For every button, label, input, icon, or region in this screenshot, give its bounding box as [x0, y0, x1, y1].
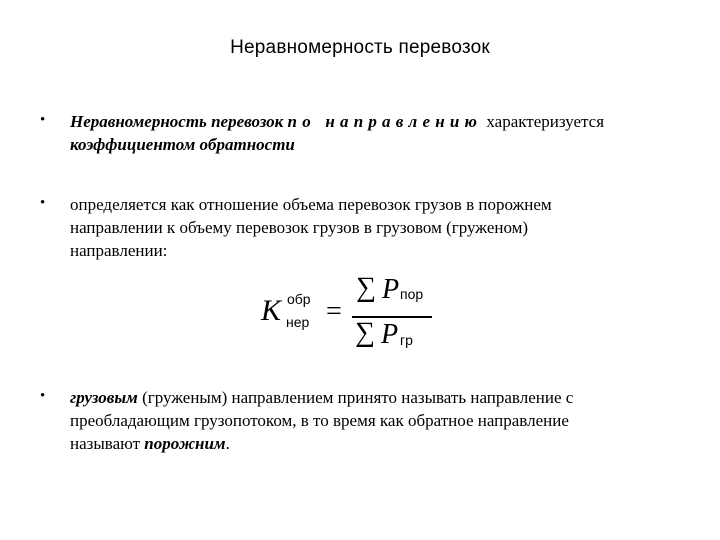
italic-term-empty: порожним: [144, 434, 226, 453]
numerator-sigma: ∑: [356, 272, 376, 303]
bullet-marker: •: [40, 195, 46, 211]
numerator-subscript: пор: [400, 286, 424, 302]
numerator-p: P: [382, 274, 400, 305]
formula-k-subscript: нер: [286, 314, 310, 330]
formula-k: K: [261, 294, 282, 327]
bullet-2-line-1: определяется как отношение объема перевозок грузов в порожнем: [70, 195, 552, 214]
bold-term: Неравномерность перевозок: [70, 112, 284, 131]
bullet-2-line-3: направлении:: [70, 241, 168, 260]
bullet-2-line-2: направлении к объему перевозок грузов в грузовом (груженом): [70, 218, 529, 237]
bullet-marker: •: [40, 112, 46, 128]
bullet-1-line-1: [70, 110, 710, 133]
formula-k-superscript: обр: [287, 291, 311, 307]
bold-term-2: коэффициентом обратности: [70, 135, 295, 154]
bullet-1: [70, 110, 710, 156]
bullet-1-text: характеризуется: [486, 112, 605, 131]
spaced-term: по направлению: [287, 112, 483, 131]
denominator-p: P: [381, 319, 399, 350]
italic-term-cargo: грузовым: [70, 388, 138, 407]
bullet-3-line-3: [70, 432, 680, 455]
bullet-3-end: .: [225, 434, 230, 453]
slide-title: Неравномерность перевозок: [230, 37, 490, 58]
bullet-3: [70, 386, 680, 455]
bullet-3-start: называют: [70, 434, 145, 453]
bullet-3-line-1: [70, 386, 680, 409]
bullet-3-line-2: преобладающим грузопотоком, в то время как обратное направление: [70, 411, 569, 430]
bullet-2: [70, 193, 710, 262]
bullet-marker: •: [40, 388, 46, 404]
formula-equals: =: [326, 296, 342, 327]
bullet-3-text: (груженым) направлением принято называть направление с: [137, 388, 574, 407]
formula: [258, 272, 448, 362]
bullet-1-line-2: [70, 133, 710, 156]
denominator-subscript: гр: [400, 332, 413, 348]
denominator-sigma: ∑: [355, 317, 375, 348]
